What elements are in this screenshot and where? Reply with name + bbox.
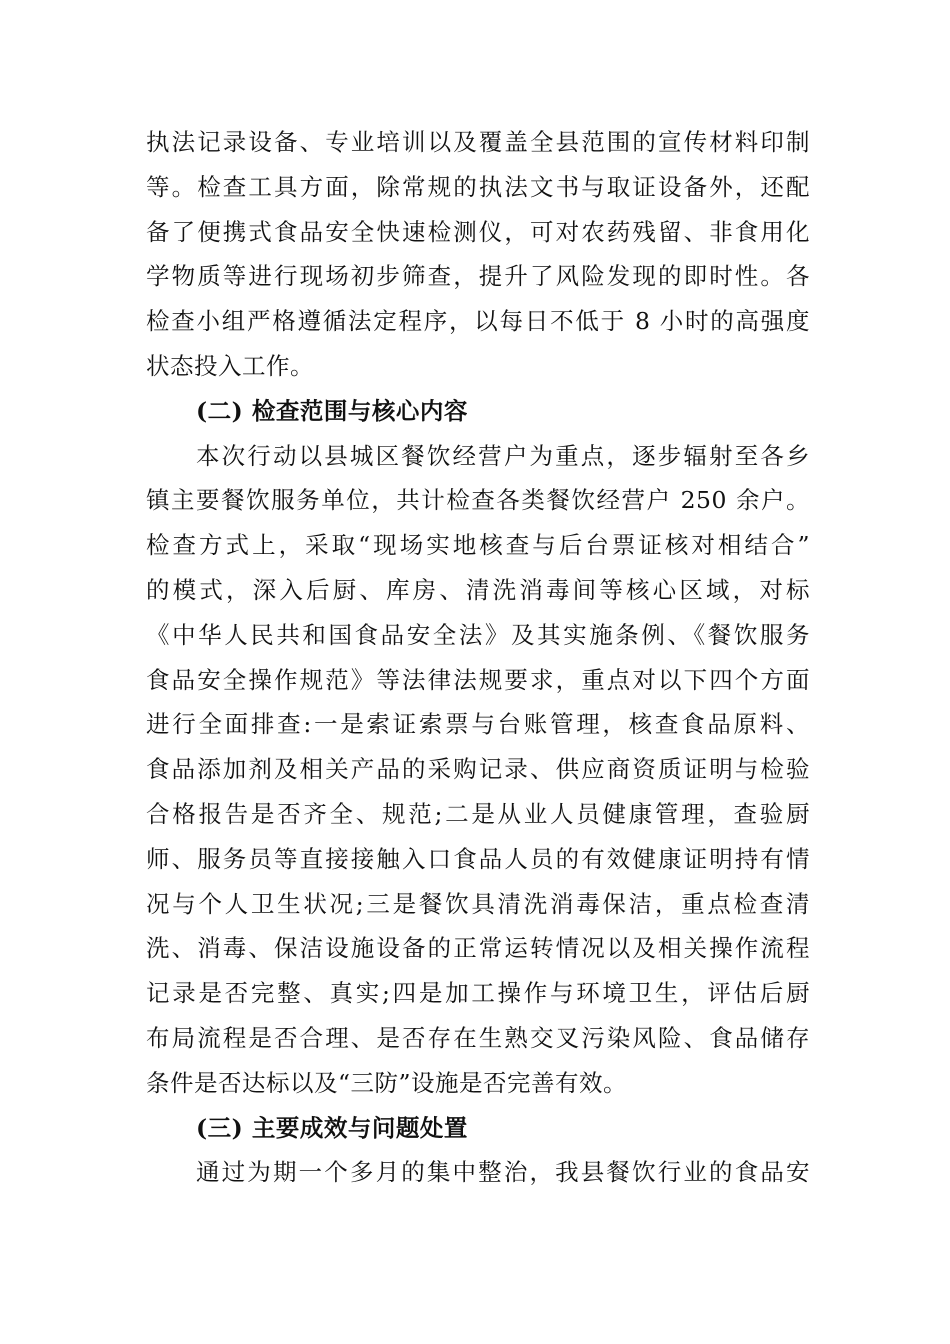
paragraph-line: 等。检查工具方面，除常规的执法文书与取证设备外，还配	[146, 172, 810, 201]
paragraph-line: 况与个人卫生状况;三是餐饮具清洗消毒保洁，重点检查清	[146, 889, 810, 918]
paragraph-line: 食品添加剂及相关产品的采购记录、供应商资质证明与检验	[146, 755, 810, 784]
paragraph-line: 镇主要餐饮服务单位，共计检查各类餐饮经营户 250 余户。	[146, 486, 810, 515]
paragraph-line: 进行全面排查:一是索证索票与台账管理，核查食品原料、	[146, 710, 810, 739]
document-body	[146, 120, 810, 1195]
paragraph-line: 《中华人民共和国食品安全法》及其实施条例、《餐饮服务	[146, 620, 810, 649]
paragraph-equipment	[146, 120, 810, 389]
paragraph-line: 本次行动以县城区餐饮经营户为重点，逐步辐射至各乡	[196, 441, 810, 470]
paragraph-line: 食品安全操作规范》等法律法规要求，重点对以下四个方面	[146, 665, 810, 694]
paragraph-line: 通过为期一个多月的集中整治，我县餐饮行业的食品安	[196, 1158, 810, 1187]
paragraph-line: 记录是否完整、真实;四是加工操作与环境卫生，评估后厨	[146, 979, 810, 1008]
paragraph-results	[146, 1150, 810, 1195]
paragraph-line: 检查方式上，采取“现场实地核查与后台票证核对相结合”	[146, 531, 810, 560]
paragraph-line: 检查小组严格遵循法定程序，以每日不低于 8 小时的高强度	[146, 307, 810, 336]
paragraph-line: 条件是否达标以及“三防”设施是否完善有效。	[146, 1068, 628, 1097]
paragraph-line: 状态投入工作。	[146, 351, 314, 380]
paragraph-line: 师、服务员等直接接触入口食品人员的有效健康证明持有情	[146, 844, 810, 873]
paragraph-line: 执法记录设备、专业培训以及覆盖全县范围的宣传材料印制	[146, 128, 810, 156]
section-heading-scope: (二) 检查范围与核心内容	[196, 396, 468, 425]
paragraph-line: 学物质等进行现场初步筛查，提升了风险发现的即时性。各	[146, 262, 810, 291]
paragraph-line: 的模式，深入后厨、库房、清洗消毒间等核心区域，对标	[146, 575, 810, 604]
paragraph-line: 合格报告是否齐全、规范;二是从业人员健康管理，查验厨	[146, 799, 810, 828]
paragraph-line: 布局流程是否合理、是否存在生熟交叉污染风险、食品储存	[146, 1023, 810, 1052]
paragraph-line: 洗、消毒、保洁设施设备的正常运转情况以及相关操作流程	[146, 934, 810, 963]
paragraph-scope	[146, 434, 810, 1106]
paragraph-line: 备了便携式食品安全快速检测仪，可对农药残留、非食用化	[146, 217, 810, 246]
section-heading-results: (三) 主要成效与问题处置	[196, 1113, 468, 1142]
